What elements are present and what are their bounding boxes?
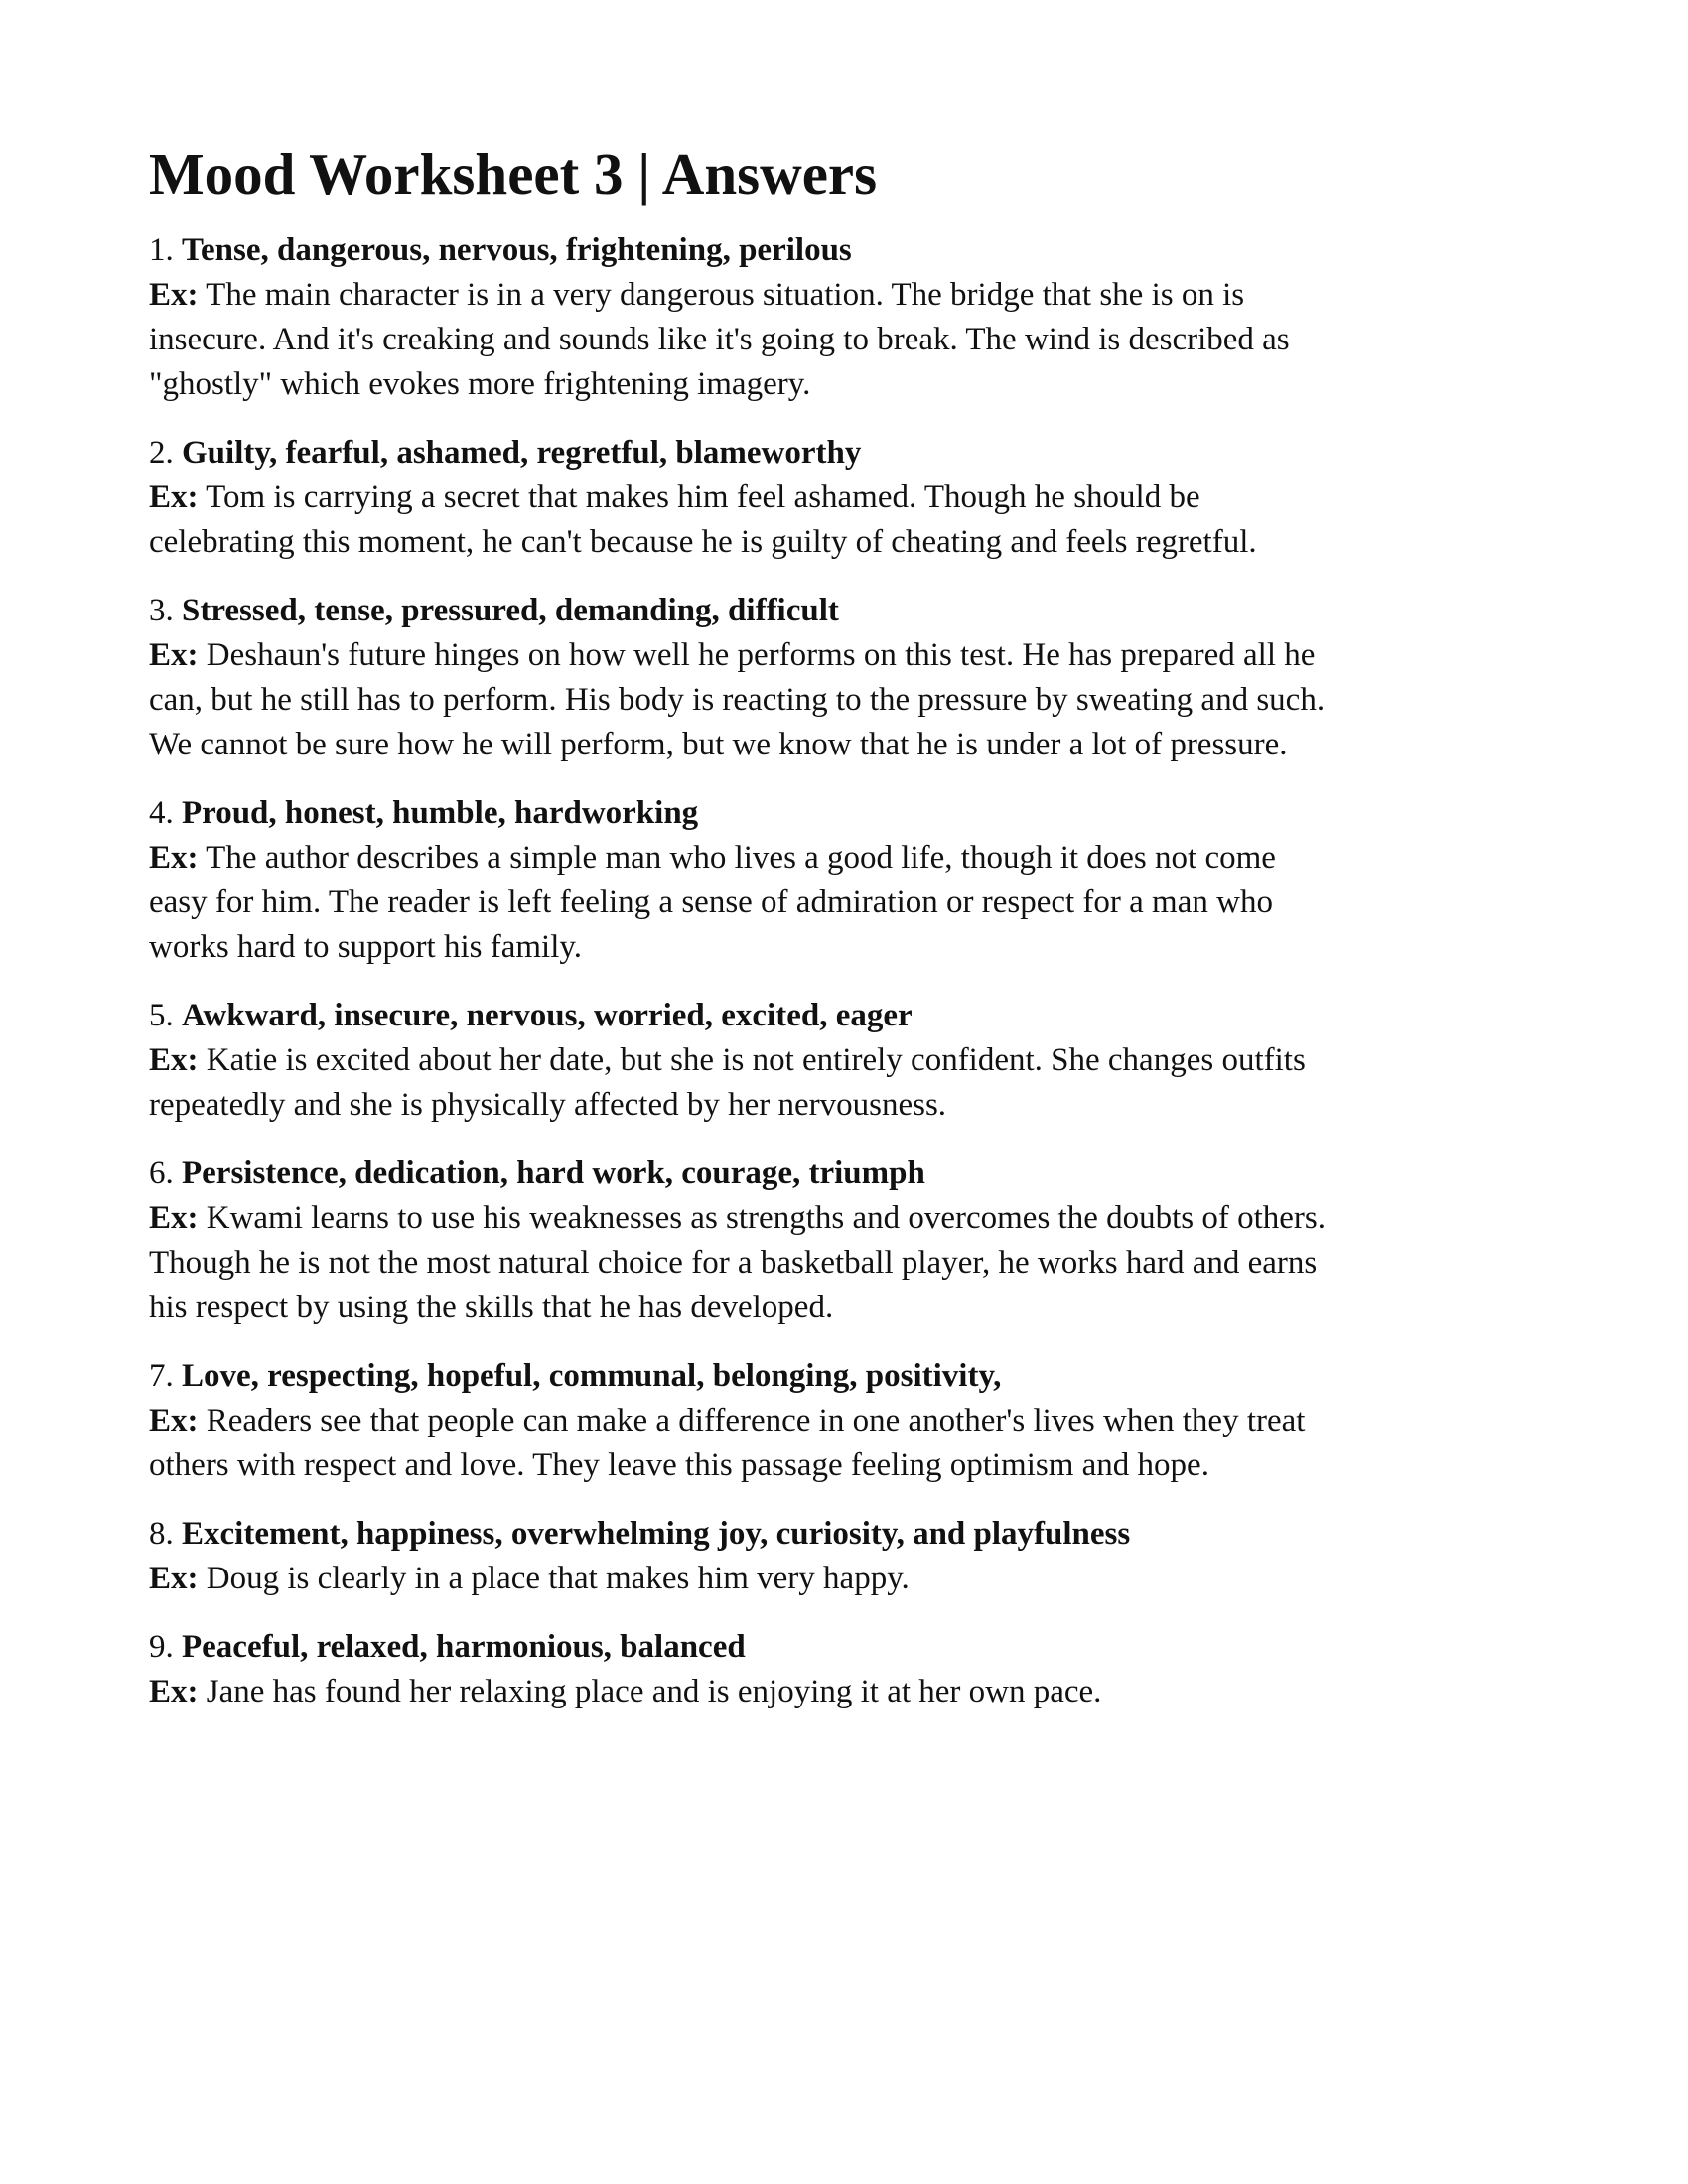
answer-item: [149, 994, 1559, 1128]
mood-words: Guilty, fearful, ashamed, regretful, blameworthy: [182, 435, 862, 471]
explanation-line: [149, 1286, 1559, 1330]
answer-number: 8.: [149, 1516, 174, 1552]
answer-heading: [149, 1512, 1559, 1557]
explanation-line: [149, 273, 1559, 318]
example-explanation: [149, 633, 1559, 767]
explanation-text: Katie is excited about her date, but she is not entirely confident. She changes outfits: [206, 1042, 1306, 1078]
answer-number: 5.: [149, 998, 174, 1033]
explanation-line: [149, 1399, 1559, 1443]
explanation-text: The author describes a simple man who lives a good life, though it does not come: [206, 840, 1276, 876]
answer-heading: [149, 1152, 1559, 1196]
mood-words: Love, respecting, hopeful, communal, belonging, positivity,: [182, 1358, 1002, 1394]
example-explanation: [149, 1399, 1559, 1488]
answer-number: 4.: [149, 795, 174, 831]
answer-item: [149, 1354, 1559, 1488]
explanation-line: [149, 476, 1559, 520]
answer-heading: [149, 791, 1559, 836]
explanation-line: [149, 362, 1559, 407]
explanation-line: [149, 678, 1559, 723]
explanation-text: Deshaun's future hinges on how well he performs on this test. He has prepared all he: [206, 637, 1316, 673]
example-explanation: [149, 1038, 1559, 1128]
explanation-line: [149, 318, 1559, 362]
answer-item: [149, 1512, 1559, 1601]
ex-label: Ex:: [149, 1042, 199, 1078]
explanation-text: Though he is not the most natural choice for a basketball player, he works hard and earns: [149, 1245, 1318, 1281]
explanation-text: insecure. And it's creaking and sounds like it's going to break. The wind is described as: [149, 322, 1290, 357]
example-explanation: [149, 1557, 1559, 1601]
answer-number: 3.: [149, 593, 174, 628]
answer-item: [149, 589, 1559, 767]
explanation-text: Jane has found her relaxing place and is enjoying it at her own pace.: [206, 1674, 1102, 1709]
answer-number: 6.: [149, 1156, 174, 1191]
answer-item: [149, 791, 1559, 970]
explanation-text: celebrating this moment, he can't because he is guilty of cheating and feels regretful.: [149, 524, 1257, 560]
worksheet-page: [149, 139, 1559, 1738]
mood-words: Excitement, happiness, overwhelming joy, curiosity, and playfulness: [182, 1516, 1131, 1552]
answer-item: [149, 1152, 1559, 1330]
answer-heading: [149, 1354, 1559, 1399]
example-explanation: [149, 476, 1559, 565]
answer-number: 7.: [149, 1358, 174, 1394]
answer-item: [149, 431, 1559, 565]
explanation-text: Doug is clearly in a place that makes him very happy.: [206, 1561, 910, 1596]
explanation-line: [149, 1557, 1559, 1601]
mood-words: Awkward, insecure, nervous, worried, excited, eager: [182, 998, 913, 1033]
explanation-line: [149, 633, 1559, 678]
explanation-text: can, but he still has to perform. His body is reacting to the pressure by sweating and such.: [149, 682, 1326, 718]
explanation-line: [149, 723, 1559, 767]
ex-label: Ex:: [149, 1200, 199, 1236]
explanation-line: [149, 520, 1559, 565]
explanation-line: [149, 1083, 1559, 1128]
ex-label: Ex:: [149, 637, 199, 673]
example-explanation: [149, 1196, 1559, 1330]
example-explanation: [149, 836, 1559, 970]
ex-label: Ex:: [149, 479, 199, 515]
explanation-line: [149, 1443, 1559, 1488]
explanation-text: works hard to support his family.: [149, 929, 582, 965]
explanation-line: [149, 925, 1559, 970]
answer-number: 1.: [149, 232, 174, 268]
explanation-line: [149, 1196, 1559, 1241]
explanation-text: "ghostly" which evokes more frightening imagery.: [149, 366, 811, 402]
ex-label: Ex:: [149, 1674, 199, 1709]
explanation-text: his respect by using the skills that he has developed.: [149, 1290, 834, 1325]
answer-list: [149, 228, 1559, 1714]
explanation-text: The main character is in a very dangerous situation. The bridge that she is on is: [206, 277, 1245, 313]
mood-words: Tense, dangerous, nervous, frightening, perilous: [182, 232, 852, 268]
example-explanation: [149, 1670, 1559, 1714]
answer-heading: [149, 1625, 1559, 1670]
ex-label: Ex:: [149, 840, 199, 876]
explanation-text: Kwami learns to use his weaknesses as strengths and overcomes the doubts of others.: [206, 1200, 1327, 1236]
ex-label: Ex:: [149, 277, 199, 313]
explanation-text: others with respect and love. They leave this passage feeling optimism and hope.: [149, 1447, 1209, 1483]
answer-heading: [149, 994, 1559, 1038]
answer-number: 2.: [149, 435, 174, 471]
explanation-text: We cannot be sure how he will perform, but we know that he is under a lot of pressure.: [149, 727, 1288, 762]
explanation-line: [149, 1670, 1559, 1714]
mood-words: Proud, honest, humble, hardworking: [182, 795, 699, 831]
explanation-line: [149, 836, 1559, 881]
answer-heading: [149, 589, 1559, 633]
answer-number: 9.: [149, 1629, 174, 1665]
example-explanation: [149, 273, 1559, 407]
explanation-line: [149, 1241, 1559, 1286]
explanation-text: easy for him. The reader is left feeling a sense of admiration or respect for a man who: [149, 885, 1273, 920]
answer-item: [149, 228, 1559, 407]
mood-words: Stressed, tense, pressured, demanding, difficult: [182, 593, 839, 628]
explanation-text: Tom is carrying a secret that makes him feel ashamed. Though he should be: [206, 479, 1200, 515]
explanation-line: [149, 1038, 1559, 1083]
answer-heading: [149, 228, 1559, 273]
answer-item: [149, 1625, 1559, 1714]
page-title: Mood Worksheet 3 | Answers: [149, 141, 878, 206]
mood-words: Peaceful, relaxed, harmonious, balanced: [182, 1629, 746, 1665]
ex-label: Ex:: [149, 1561, 199, 1596]
explanation-line: [149, 881, 1559, 925]
mood-words: Persistence, dedication, hard work, courage, triumph: [182, 1156, 925, 1191]
explanation-text: Readers see that people can make a difference in one another's lives when they treat: [206, 1403, 1306, 1438]
explanation-text: repeatedly and she is physically affected by her nervousness.: [149, 1087, 947, 1123]
answer-heading: [149, 431, 1559, 476]
ex-label: Ex:: [149, 1403, 199, 1438]
